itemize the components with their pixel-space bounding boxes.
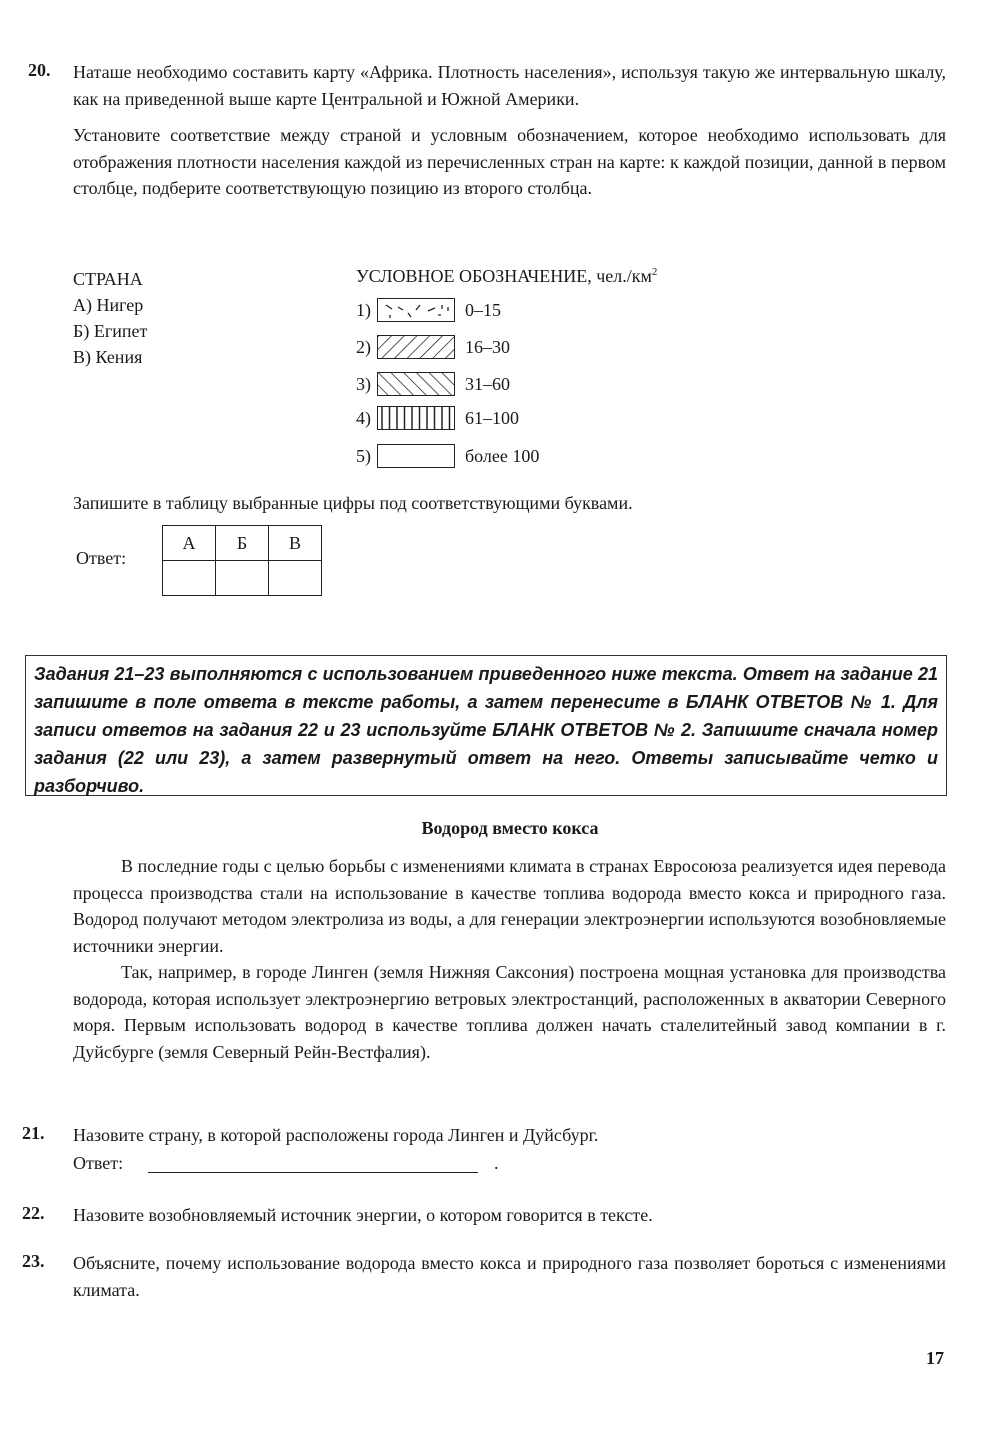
notice-box: Задания 21–23 выполняются с использованием приведенного ниже текста. Ответ на задание 21 запишите в поле ответа в тексте работы, а затем перенесите в БЛАНК ОТВЕТОВ № 1. Для записи ответов на задания 22 и 23 используйте БЛАНК ОТВЕТОВ № 2. Запишите сначала номер задания (22 или 23), а затем развернутый ответ на него. Ответы записывайте четко и разборчиво. (25, 655, 947, 796)
column-header: СТРАНА (73, 269, 143, 289)
country-item: Б) Египет (73, 321, 148, 341)
legend-range: более 100 (465, 445, 540, 466)
answer-cell[interactable] (269, 561, 322, 596)
table-header: А (163, 526, 216, 561)
dashes-pattern-swatch (377, 298, 455, 322)
question-instruction: Установите соответствие между страной и условным обозначением, которое необходимо использовать для отображения плотности населения каждой из перечисленных стран на карте: к каждой позиции, данной в первом столбце, подберите соответствующую позицию из второго столбца. (73, 125, 946, 198)
table-header: В (269, 526, 322, 561)
question-text: Назовите страну, в которой расположены города Линген и Дуйсбург. (73, 1125, 599, 1145)
answer-table (162, 525, 322, 596)
page-number: 17 (926, 1348, 944, 1368)
legend-number: 2) (356, 336, 371, 357)
answer-dot: . (494, 1153, 499, 1173)
answer-cell[interactable] (216, 561, 269, 596)
vertical-pattern-swatch (377, 406, 455, 430)
question-text: Объясните, почему использование водорода вместо кокса и природного газа позволяет бороться с изменениями климата. (73, 1253, 946, 1300)
table-header: Б (216, 526, 269, 561)
legend-number: 1) (356, 299, 371, 320)
country-column (73, 266, 147, 370)
blank-pattern-swatch (377, 444, 455, 468)
legend-header-text: УСЛОВНОЕ ОБОЗНАЧЕНИЕ, чел./км (356, 266, 652, 286)
country-item: В) Кения (73, 347, 143, 367)
question-text: Назовите возобновляемый источник энергии, о котором говорится в тексте. (73, 1205, 653, 1225)
legend-item (356, 444, 539, 468)
article-title: Водород вместо кокса (421, 818, 599, 838)
write-instruction: Запишите в таблицу выбранные цифры под соответствующими буквами. (73, 493, 633, 513)
article-paragraph: В последние годы с целью борьбы с изменениями климата в странах Евросоюза реализуется идея перевода процесса производства стали на использование в качестве топлива водорода вместо кокса и природного газа. Водород получают методом электролиза из воды, а для генерации электроэнергии используются возобновляемые источники энергии. (73, 856, 946, 956)
legend-number: 5) (356, 445, 371, 466)
question-20 (73, 59, 946, 202)
article-body (73, 853, 946, 1065)
question-text: Наташе необходимо составить карту «Африка. Плотность населения», используя такую же интервальную шкалу, как на приведенной выше карте Центральной и Южной Америки. (73, 62, 946, 109)
diagonal-right-pattern-swatch (377, 335, 455, 359)
legend-header (356, 266, 657, 287)
legend-number: 3) (356, 373, 371, 394)
article-paragraph: Так, например, в городе Линген (земля Нижняя Саксония) построена мощная установка для производства водорода, которая использует электроэнергию ветровых электростанций, расположенных в акватории Северного моря. Первым использовать водород в качестве топлива должен начать сталелитейный завод компании в г. Дуйсбурге (земля Северный Рейн-Вестфалия). (73, 962, 946, 1062)
legend-range: 61–100 (465, 407, 519, 428)
diagonal-left-pattern-swatch (377, 372, 455, 396)
answer-cell[interactable] (163, 561, 216, 596)
legend-range: 0–15 (465, 299, 501, 320)
legend-range: 16–30 (465, 336, 510, 357)
country-item: А) Нигер (73, 295, 144, 315)
legend-range: 31–60 (465, 373, 510, 394)
legend-item (356, 372, 510, 396)
superscript: 2 (651, 266, 658, 278)
answer-line[interactable] (148, 1172, 478, 1173)
question-number: 21. (22, 1123, 45, 1143)
answer-label: Ответ: (76, 548, 127, 568)
question-number: 23. (22, 1251, 45, 1271)
legend-item (356, 298, 501, 322)
legend-item (356, 335, 510, 359)
question-number: 20. (28, 60, 51, 80)
legend-item (356, 406, 519, 430)
question-number: 22. (22, 1203, 45, 1223)
answer-label: Ответ: (73, 1153, 124, 1173)
legend-number: 4) (356, 407, 371, 428)
